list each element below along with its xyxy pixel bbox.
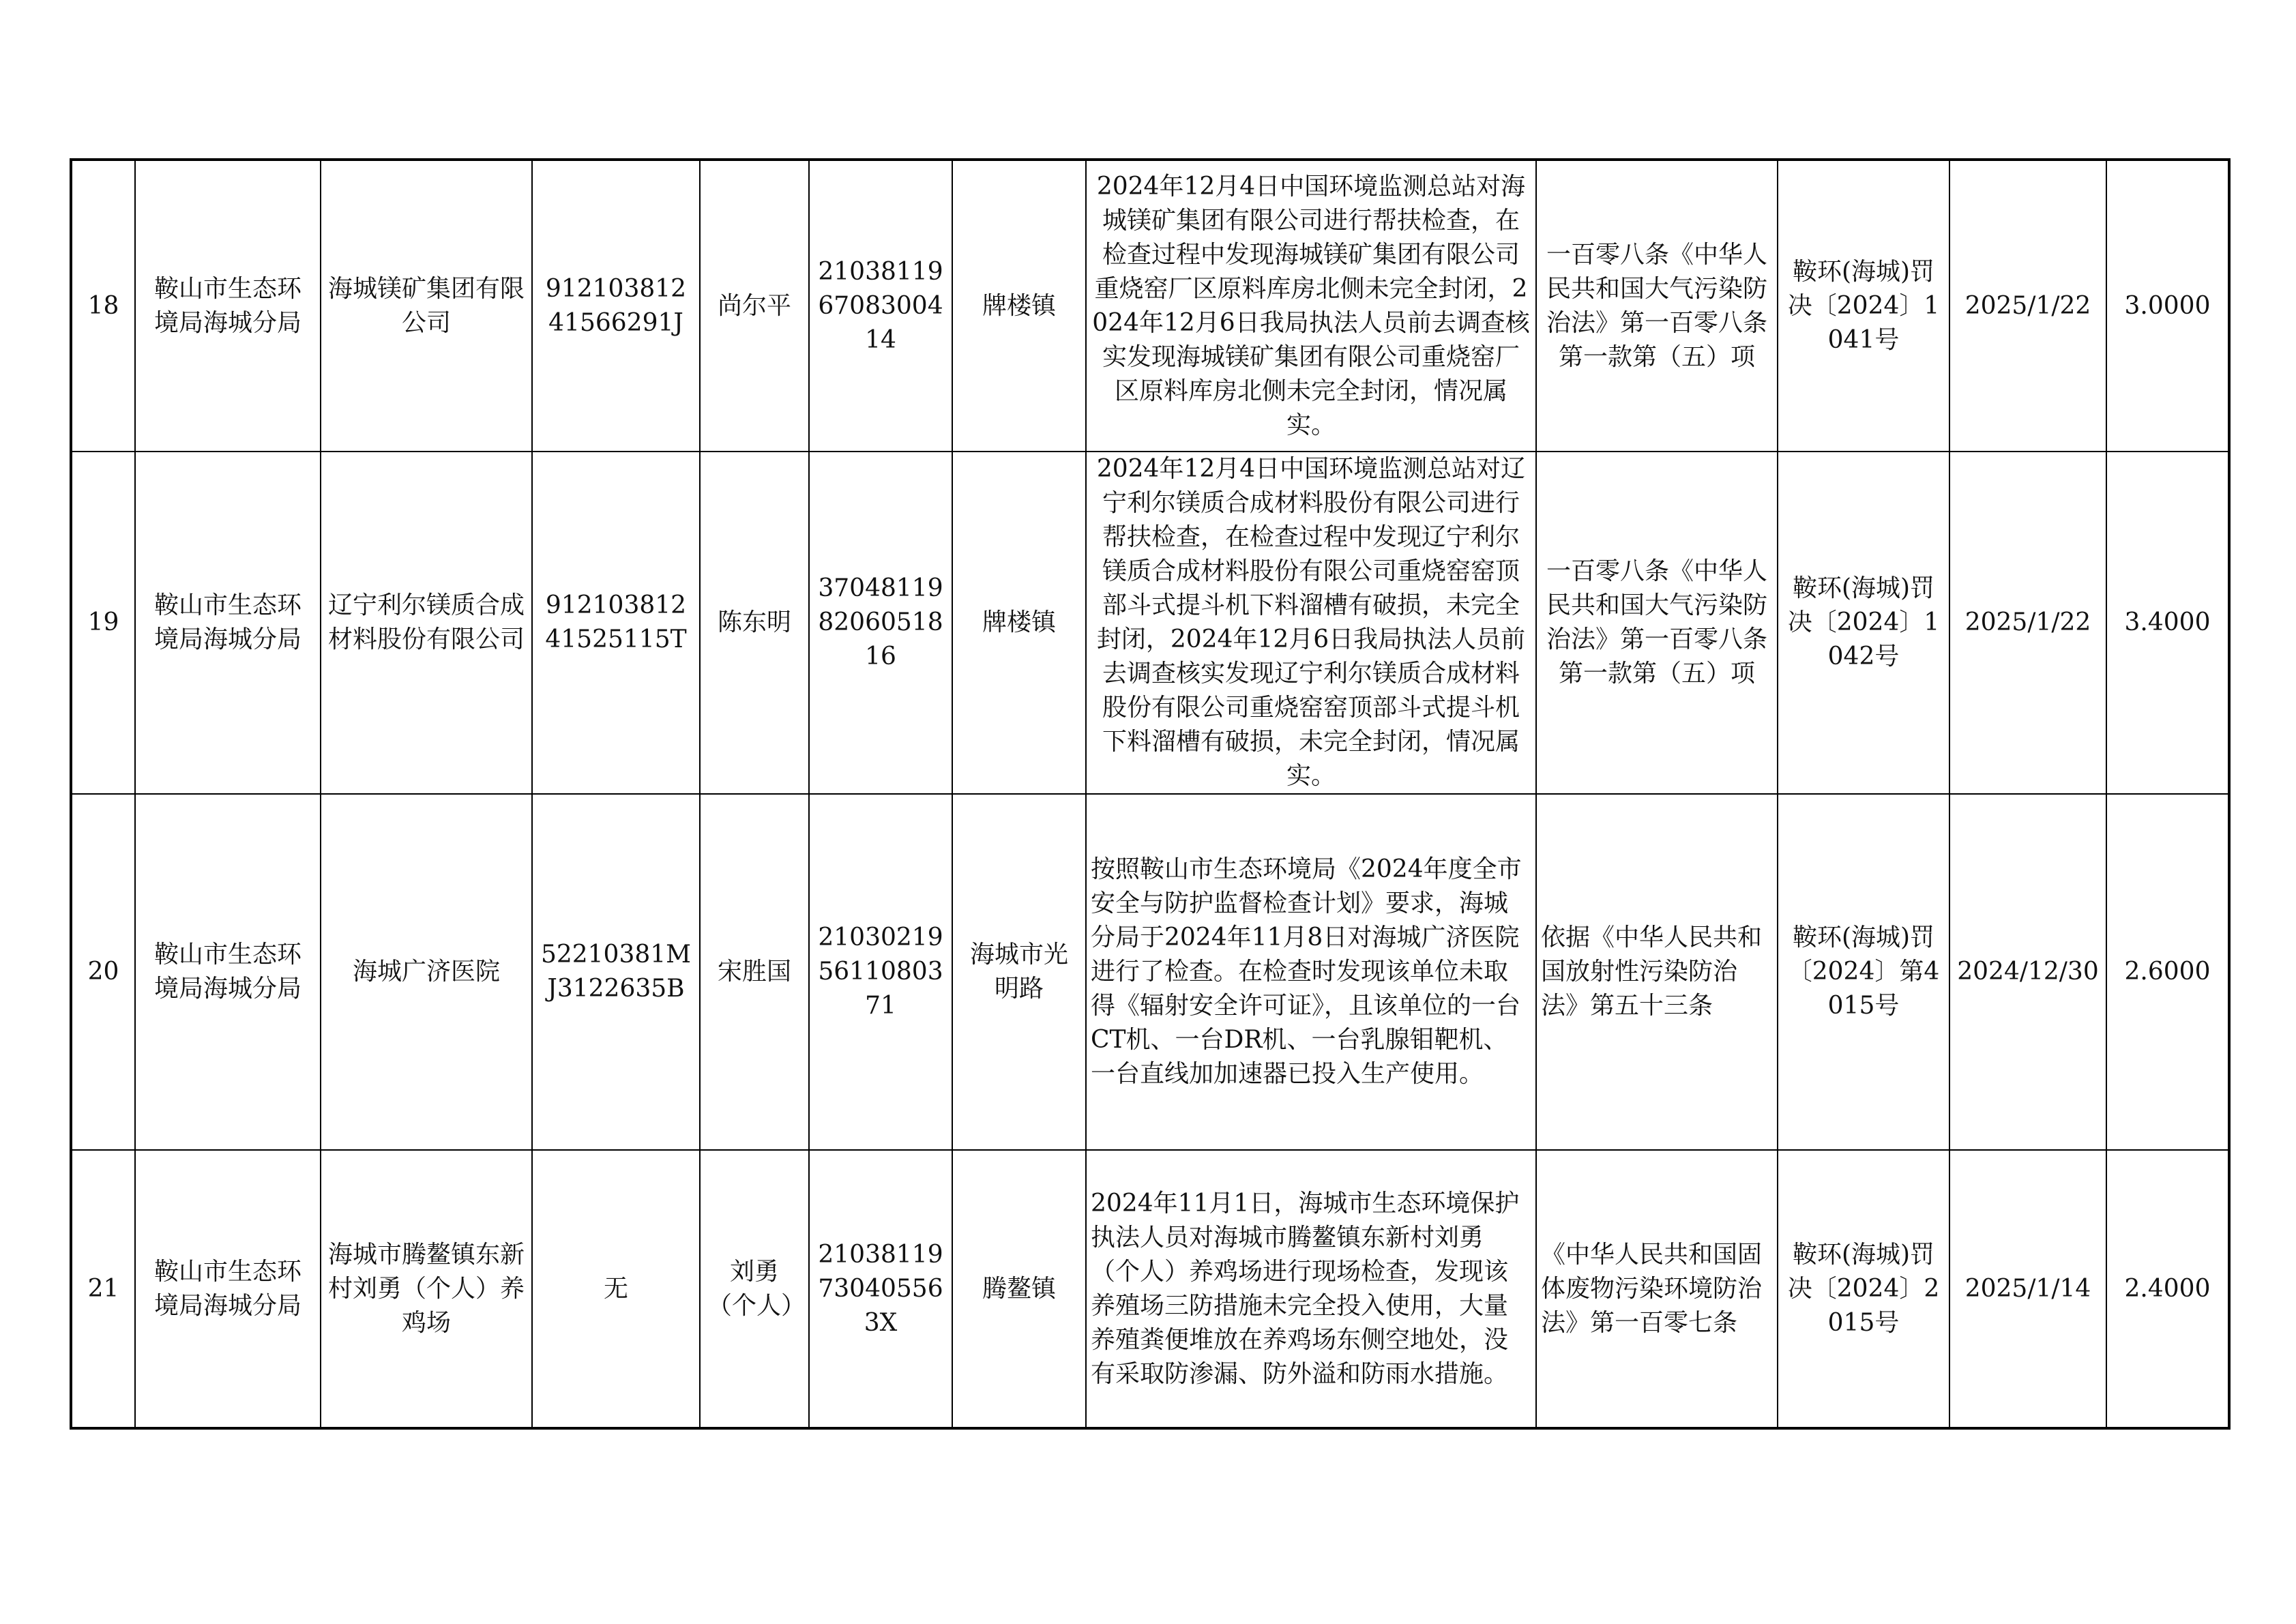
agency-cell: 鞍山市生态环境局海城分局	[135, 794, 321, 1150]
credit-code-cell: 91210381241525115T	[532, 452, 700, 794]
company-cell: 海城镁矿集团有限公司	[321, 160, 532, 452]
company-cell: 辽宁利尔镁质合成材料股份有限公司	[321, 452, 532, 794]
decision-number-cell: 鞍环(海城)罚决〔2024〕1041号	[1778, 160, 1949, 452]
agency-cell: 鞍山市生态环境局海城分局	[135, 452, 321, 794]
agency-cell: 鞍山市生态环境局海城分局	[135, 1150, 321, 1428]
row-number: 19	[71, 452, 135, 794]
id-number-cell: 21038119730405563X	[809, 1150, 952, 1428]
agency-cell: 鞍山市生态环境局海城分局	[135, 160, 321, 452]
id-number-cell: 210302195611080371	[809, 794, 952, 1150]
violation-detail-cell: 按照鞍山市生态环境局《2024年度全市安全与防护监督检查计划》要求，海城分局于2024年11月8日对海城广济医院进行了检查。在检查时发现该单位未取得《辐射安全许可证》，且该单位的一台CT机、一台DR机、一台乳腺钼靶机、一台直线加加速器已投入生产使用。	[1086, 794, 1536, 1150]
location-cell: 腾鳌镇	[952, 1150, 1086, 1428]
legal-rep-cell: 尚尔平	[700, 160, 809, 452]
legal-rep-cell: 陈东明	[700, 452, 809, 794]
table-row	[71, 794, 2229, 1150]
credit-code-cell: 91210381241566291J	[532, 160, 700, 452]
location-cell: 牌楼镇	[952, 452, 1086, 794]
decision-date-cell: 2025/1/22	[1949, 160, 2106, 452]
legal-basis-cell: 依据《中华人民共和国放射性污染防治法》第五十三条	[1536, 794, 1778, 1150]
company-cell: 海城市腾鳌镇东新村刘勇（个人）养鸡场	[321, 1150, 532, 1428]
decision-date-cell: 2024/12/30	[1949, 794, 2106, 1150]
violation-detail-cell: 2024年11月1日，海城市生态环境保护执法人员对海城市腾鳌镇东新村刘勇（个人）养鸡场进行现场检查，发现该养殖场三防措施未完全投入使用，大量养殖粪便堆放在养鸡场东侧空地处，没有采取防渗漏、防外溢和防雨水措施。	[1086, 1150, 1536, 1428]
id-number-cell: 370481198206051816	[809, 452, 952, 794]
table-row	[71, 160, 2229, 452]
decision-number-cell: 鞍环(海城)罚决〔2024〕1042号	[1778, 452, 1949, 794]
id-number-cell: 210381196708300414	[809, 160, 952, 452]
row-number: 21	[71, 1150, 135, 1428]
legal-basis-cell: 一百零八条《中华人民共和国大气污染防治法》第一百零八条第一款第（五）项	[1536, 160, 1778, 452]
violation-detail-cell: 2024年12月4日中国环境监测总站对海城镁矿集团有限公司进行帮扶检查，在检查过程中发现海城镁矿集团有限公司重烧窑厂区原料库房北侧未完全封闭，2024年12月6日我局执法人员前去调查核实发现海城镁矿集团有限公司重烧窑厂区原料库房北侧未完全封闭，情况属实。	[1086, 160, 1536, 452]
decision-date-cell: 2025/1/14	[1949, 1150, 2106, 1428]
table-row	[71, 1150, 2229, 1428]
penalty-amount-cell: 2.6000	[2106, 794, 2229, 1150]
table-row	[71, 452, 2229, 794]
legal-rep-cell: 宋胜国	[700, 794, 809, 1150]
decision-number-cell: 鞍环(海城)罚〔2024〕第4015号	[1778, 794, 1949, 1150]
decision-date-cell: 2025/1/22	[1949, 452, 2106, 794]
row-number: 20	[71, 794, 135, 1150]
violation-detail-cell: 2024年12月4日中国环境监测总站对辽宁利尔镁质合成材料股份有限公司进行帮扶检查，在检查过程中发现辽宁利尔镁质合成材料股份有限公司重烧窑窑顶部斗式提斗机下料溜槽有破损，未完全封闭，2024年12月6日我局执法人员前去调查核实发现辽宁利尔镁质合成材料股份有限公司重烧窑窑顶部斗式提斗机下料溜槽有破损，未完全封闭，情况属实。	[1086, 452, 1536, 794]
credit-code-cell: 52210381MJ3122635B	[532, 794, 700, 1150]
location-cell: 牌楼镇	[952, 160, 1086, 452]
company-cell: 海城广济医院	[321, 794, 532, 1150]
penalty-amount-cell: 2.4000	[2106, 1150, 2229, 1428]
location-cell: 海城市光明路	[952, 794, 1086, 1150]
row-number: 18	[71, 160, 135, 452]
penalty-amount-cell: 3.0000	[2106, 160, 2229, 452]
legal-basis-cell: 一百零八条《中华人民共和国大气污染防治法》第一百零八条第一款第（五）项	[1536, 452, 1778, 794]
penalty-amount-cell: 3.4000	[2106, 452, 2229, 794]
legal-basis-cell: 《中华人民共和国固体废物污染环境防治法》第一百零七条	[1536, 1150, 1778, 1428]
decision-number-cell: 鞍环(海城)罚决〔2024〕2015号	[1778, 1150, 1949, 1428]
legal-rep-cell: 刘勇（个人）	[700, 1150, 809, 1428]
credit-code-cell: 无	[532, 1150, 700, 1428]
penalty-table	[70, 158, 2231, 1430]
